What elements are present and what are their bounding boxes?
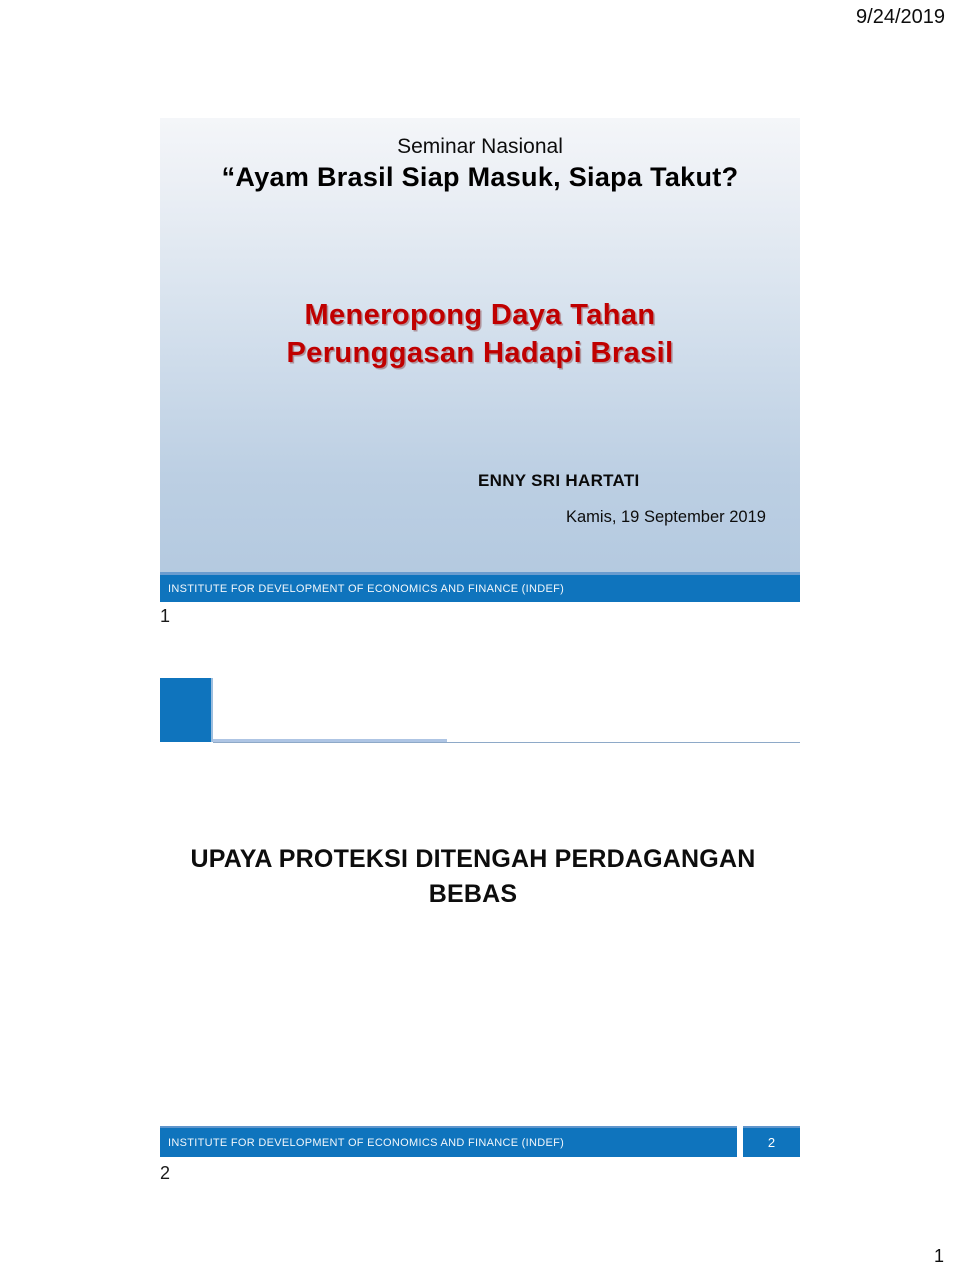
title-accent-square [160, 678, 213, 742]
slide-1-header [160, 135, 800, 193]
slide-2-footer-bar [160, 1126, 737, 1157]
slide-2 [160, 678, 800, 1158]
slide-1-footer-text: INSTITUTE FOR DEVELOPMENT OF ECONOMICS AND FINANCE (INDEF) [168, 582, 565, 595]
seminar-title: “Ayam Brasil Siap Masuk, Siapa Takut? [221, 162, 739, 192]
slide-1 [160, 118, 800, 602]
page-number: 1 [933, 1246, 944, 1266]
author-name: ENNY SRI HARTATI [478, 471, 640, 490]
title-divider-highlight [213, 739, 447, 742]
slide-1-footer-bar [160, 572, 800, 602]
slide-2-index-label: 2 [160, 1163, 171, 1183]
print-date: 9/24/2019 [856, 6, 945, 28]
title-divider-line [213, 742, 800, 743]
slide-1-main-title [160, 296, 800, 372]
seminar-label: Seminar Nasional [397, 135, 563, 158]
event-date: Kamis, 19 September 2019 [566, 508, 766, 526]
section-title-line-1: UPAYA PROTEKSI DITENGAH PERDAGANGAN [190, 845, 756, 873]
slide-2-footer-text: INSTITUTE FOR DEVELOPMENT OF ECONOMICS AND FINANCE (INDEF) [168, 1136, 565, 1149]
main-title-line-1: Meneropong Daya Tahan [304, 299, 656, 331]
slide-number-badge: 2 [743, 1126, 800, 1157]
main-title-line-2: Perunggasan Hadapi Brasil [286, 337, 674, 369]
slide-2-section-title [160, 842, 786, 912]
section-title-line-2: BEBAS [428, 880, 518, 908]
slide-1-index-label: 1 [160, 606, 171, 626]
